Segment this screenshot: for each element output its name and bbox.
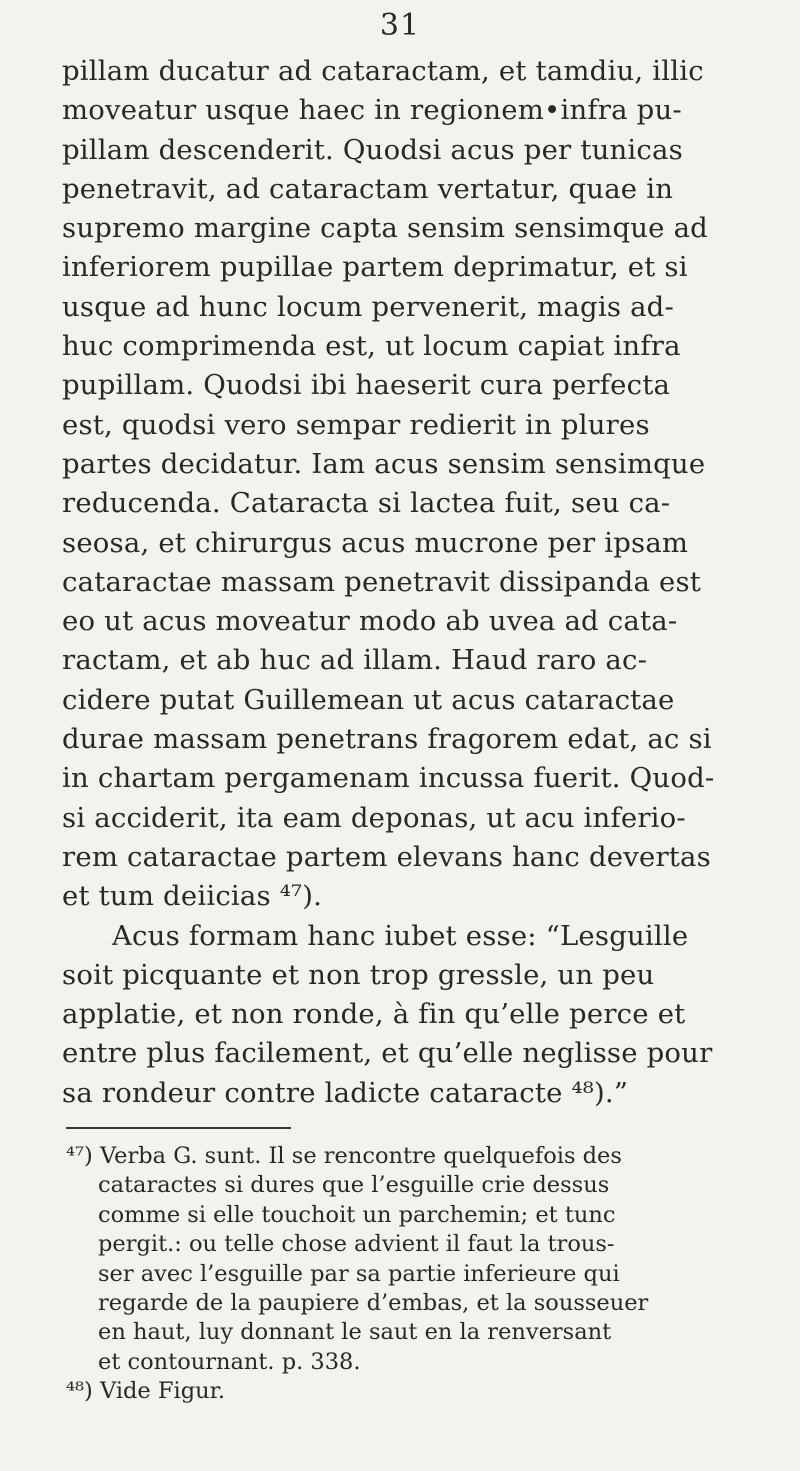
page-number: 31 xyxy=(379,8,421,43)
text-line: cidere putat Guillemean ut acus cataractae xyxy=(62,683,675,716)
footnote-47-line: ser avec l’esguille par sa partie inferieure qui xyxy=(98,1260,620,1287)
text-line: huc comprimenda est, ut locum capiat infra xyxy=(62,330,681,363)
text-line: usque ad hunc locum pervenerit, magis ad- xyxy=(62,290,674,323)
main-text xyxy=(62,52,772,1113)
footnote-47-line: regarde de la paupiere d’embas, et la sousseuer xyxy=(98,1289,649,1316)
text-line: si acciderit, ita eam deponas, ut acu inferio- xyxy=(62,801,686,834)
footnote-48-line: ⁴⁸) Vide Figur. xyxy=(66,1378,226,1405)
text-line: ractam, et ab huc ad illam. Haud raro ac- xyxy=(62,644,648,677)
text-line: rem cataractae partem elevans hanc devertas xyxy=(62,840,711,873)
footnote-47-line: en haut, luy donnant le saut en la renversant xyxy=(98,1319,612,1346)
text-line: durae massam penetrans fragorem edat, ac si xyxy=(62,723,712,756)
text-line: moveatur usque haec in regionem•infra pu- xyxy=(62,94,682,127)
text-line: pillam descenderit. Quodsi acus per tunicas xyxy=(62,133,683,166)
text-line: pupillam. Quodsi ibi haeserit cura perfecta xyxy=(62,369,671,402)
footnote-divider xyxy=(66,1127,291,1129)
text-line: est, quodsi vero sempar redierit in plures xyxy=(62,408,650,441)
text-line: supremo margine capta sensim sensimque ad xyxy=(62,212,708,245)
text-line: reducenda. Cataracta si lactea fuit, seu ca- xyxy=(62,487,671,520)
text-line-paragraph-start: Acus formam hanc iubet esse: “Lesguille xyxy=(112,919,689,952)
text-line: pillam ducatur ad cataractam, et tamdiu, illic xyxy=(62,55,704,87)
footnote-47-line: et contournant. p. 338. xyxy=(98,1348,361,1375)
text-line: in chartam pergamenam incussa fuerit. Quod- xyxy=(62,762,715,795)
footnote-47-line: ⁴⁷) Verba G. sunt. Il se rencontre quelquefois des xyxy=(66,1143,622,1169)
text-line: seosa, et chirurgus acus mucrone per ipsam xyxy=(62,526,689,559)
footnote-47-line: pergit.: ou telle chose advient il faut la trous- xyxy=(98,1231,615,1258)
text-line: eo ut acus moveatur modo ab uvea ad cata- xyxy=(62,605,678,638)
footnotes xyxy=(66,1142,772,1407)
footnote-47-line: comme si elle touchoit un parchemin; et tunc xyxy=(98,1201,616,1228)
text-line: penetravit, ad cataractam vertatur, quae in xyxy=(62,172,674,205)
text-line: inferiorem pupillae partem deprimatur, et si xyxy=(62,251,688,284)
text-line: et tum deiicias ⁴⁷). xyxy=(62,880,323,913)
text-line: sa rondeur contre ladicte cataracte ⁴⁸).” xyxy=(62,1076,629,1109)
text-line: applatie, et non ronde, à fin qu’elle perce et xyxy=(62,998,686,1031)
text-line: soit picquante et non trop gressle, un peu xyxy=(62,958,655,991)
text-line: partes decidatur. Iam acus sensim sensimque xyxy=(62,447,706,480)
footnote-47-line: cataractes si dures que l’esguille crie dessus xyxy=(98,1172,610,1199)
text-line: cataractae massam penetravit dissipanda est xyxy=(62,565,702,598)
text-line: entre plus facilement, et qu’elle neglisse pour xyxy=(62,1037,713,1070)
